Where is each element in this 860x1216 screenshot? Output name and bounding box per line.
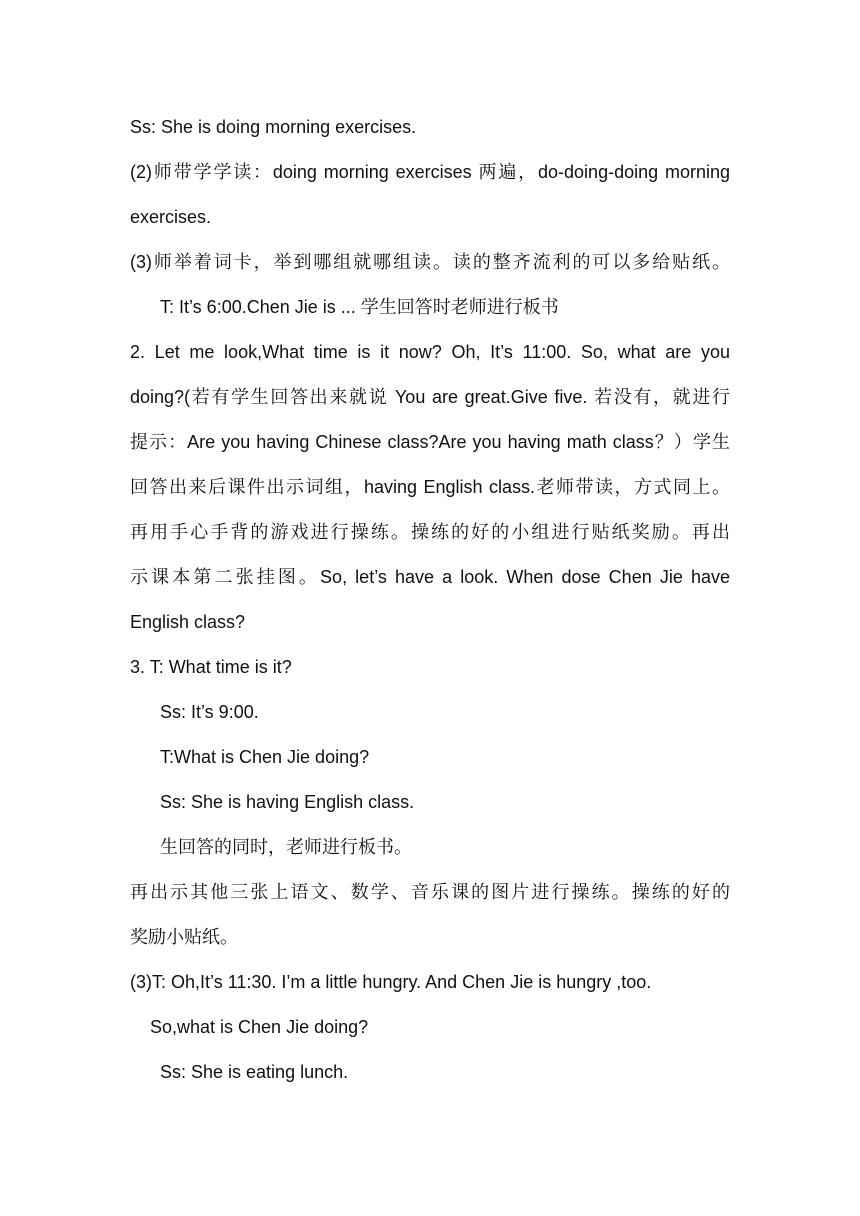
text-line: So,what is Chen Jie doing? xyxy=(150,1017,369,1037)
text-line: Ss: It’s 9:00. xyxy=(160,702,259,722)
text-line: (3)T: Oh,It’s 11:30. I’m a little hungry. And Chen Jie is hungry ,too. xyxy=(130,972,652,992)
text-line: 生回答的同时，老师进行板书。 xyxy=(160,837,412,857)
text-line: 示课本第二张挂图。So, let’s have a look. When dose Chen Jie have xyxy=(130,567,730,587)
text-line: 奖励小贴纸。 xyxy=(130,927,238,947)
text-line: T: It’s 6:00.Chen Jie is ... 学生回答时老师进行板书 xyxy=(160,297,559,317)
text-line: doing?(若有学生回答出来就说 You are great.Give five. 若没有，就进行 xyxy=(130,387,730,407)
text-line: Ss: She is having English class. xyxy=(160,792,415,812)
text-line: English class? xyxy=(130,612,246,632)
text-line: (3)师举着词卡，举到哪组就哪组读。读的整齐流利的可以多给贴纸。 xyxy=(130,252,730,272)
text-line: exercises. xyxy=(130,207,212,227)
text-line: 提示：Are you having Chinese class?Are you having math class？）学生 xyxy=(130,432,730,452)
text-line: (2)师带学学读：doing morning exercises 两遍，do-doing-doing morning xyxy=(130,162,730,182)
text-line: 3. T: What time is it? xyxy=(130,657,292,677)
text-line: 回答出来后课件出示词组，having English class.老师带读，方式同上。 xyxy=(130,477,730,497)
text-line: Ss: She is eating lunch. xyxy=(160,1062,349,1082)
text-line: T:What is Chen Jie doing? xyxy=(160,747,370,767)
text-line: 再用手心手背的游戏进行操练。操练的好的小组进行贴纸奖励。再出 xyxy=(130,522,730,542)
text-line: 2. Let me look,What time is it now? Oh, It’s 11:00. So, what are you xyxy=(130,342,730,362)
text-line: 再出示其他三张上语文、数学、音乐课的图片进行操练。操练的好的 xyxy=(130,882,730,902)
text-line: Ss: She is doing morning exercises. xyxy=(130,117,417,137)
